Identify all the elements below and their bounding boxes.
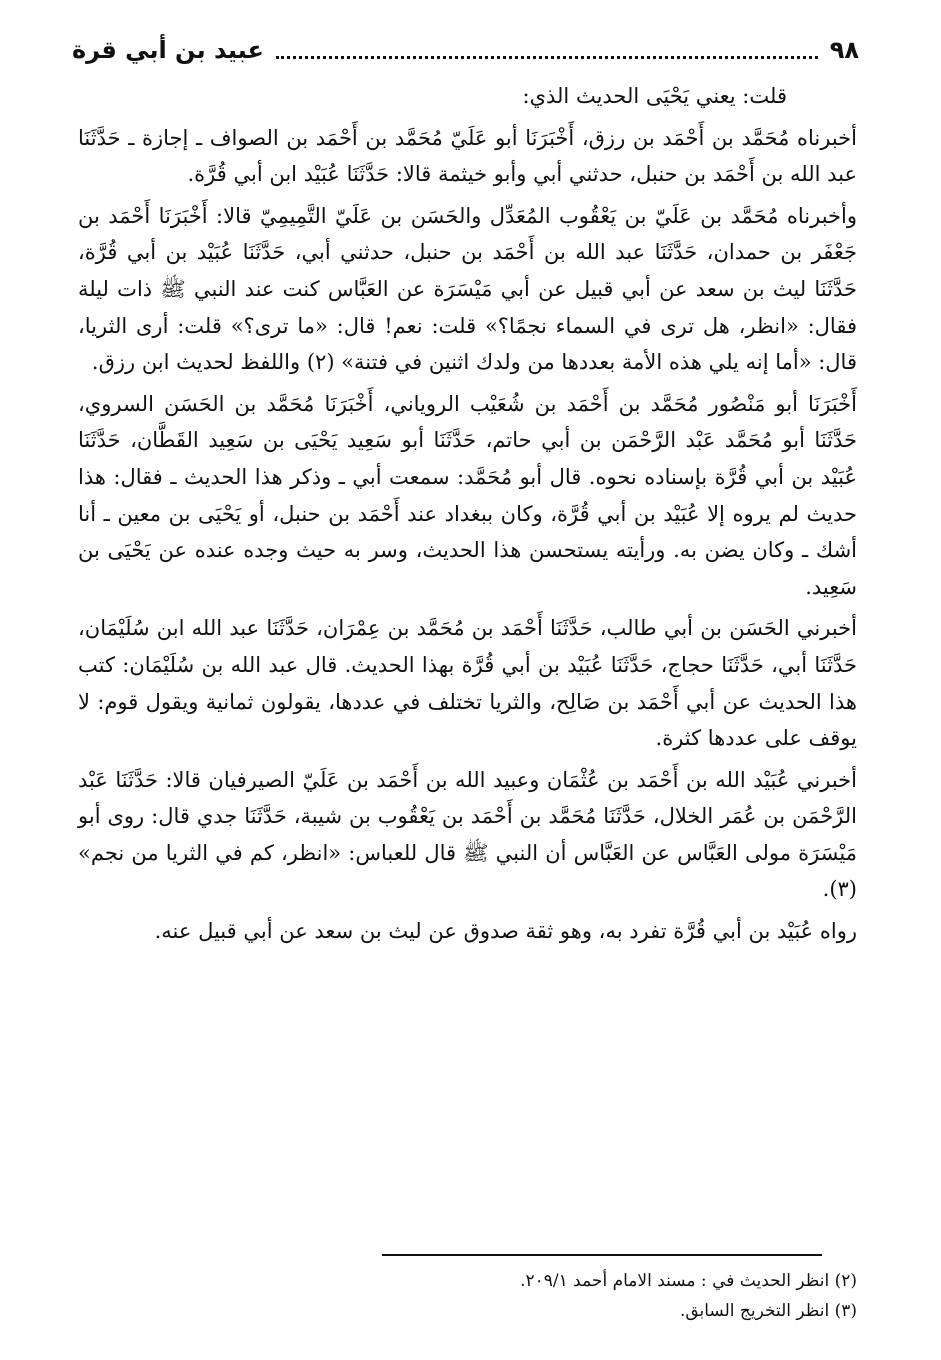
paragraph-6: أخبرني عُبَيْد الله بن أَحْمَد بن عُثْمَان وعبيد الله بن أَحْمَد بن عَلَيّ الصيرفيان قالا: حَدَّثَنَا عَبْد الرَّحْمَن بن عُمَر الخلال، حَدَّثَنَا مُحَمَّد بن أَحْمَد بن يَعْقُوب بن شيبة، حَدَّثَنَا جدي قال: روى أبو مَيْسَرَة مولى العَبَّاس عن العَبَّاس أن النبي ﷺ قال للعباس: «انظر، كم في الثريا من نجم» (٣). [78,767,857,902]
main-text [78,78,857,955]
paragraph-7: رواه عُبَيْد بن أبي قُرَّة تفرد به، وهو ثقة صدوق عن ليث بن سعد عن أبي قبيل عنه. [154,919,857,944]
paragraph-2: أخبرناه مُحَمَّد بن أَحْمَد بن رزق، أَخْبَرَنَا أبو عَلَيّ مُحَمَّد بن أَحْمَد بن الصواف ـ إجازة ـ حَدَّثَنَا عبد الله بن أَحْمَد بن حنبل، حدثني أبي وأبو خيثمة قالا: حَدَّثَنَا عُبَيْد ابن أبي قُرَّة. [78,125,857,187]
page-number: ٩٨ [829,36,859,64]
running-title: عبيد بن أبي قرة [72,36,264,64]
footnote-2: (٢) انظر الحديث في : مسند الامام أحمد ٢٠٩/١. [520,1271,857,1291]
footnotes [397,1266,857,1326]
paragraph-3: وأخبرناه مُحَمَّد بن عَلَيّ بن يَعْقُوب المُعَدِّل والحَسَن بن عَلَيّ التَّمِيمِيّ قالا: أَخْبَرَنَا أَحْمَد بن جَعْفَر بن حمدان، حَدَّثَنَا عبد الله بن أَحْمَد بن حنبل، حدثني أبي، حَدَّثَنَا عُبَيْد بن أبي قُرَّة، حَدَّثَنَا ليث بن سعد عن أبي قبيل عن أبي مَيْسَرَة عن العَبَّاس كنت عند النبي ﷺ ذات ليلة فقال: «انظر، هل ترى في السماء نجمًا؟» قلت: نعم! قال: «ما ترى؟» قلت: أرى الثريا، قال: «أما إنه يلي هذه الأمة بعددها من ولدك اثنين في فتنة» (٢) واللفظ لحديث ابن رزق. [78,203,857,375]
footnote-separator [382,1254,822,1256]
paragraph-1: قلت: يعني يَحْيَى الحديث الذي: [522,84,787,108]
page-header [72,30,859,70]
paragraph-4: أَخْبَرَنَا أبو مَنْصُور مُحَمَّد بن أَحْمَد بن شُعَيْب الروياني، أَخْبَرَنَا مُحَمَّد بن الحَسَن السروي، حَدَّثَنَا أبو مُحَمَّد عَبْد الرَّحْمَن بن أبي حاتم، حَدَّثَنَا أبو سَعِيد يَحْيَى بن سَعِيد القَطَّان، حَدَّثَنَا عُبَيْد بن أبي قُرَّة بإسناده نحوه. قال أبو مُحَمَّد: سمعت أبي ـ وذكر هذا الحديث ـ فقال: هذا حديث لم يروه إلا عُبَيْد بن أبي قُرَّة، وكان ببغداد عند أَحْمَد بن حنبل، أو يَحْيَى بن معين ـ أنا أشك ـ وكان يضن به. ورأيته يستحسن هذا الحديث، وسر به حيث وجده عنده عن يَحْيَى بن سَعِيد. [78,391,858,599]
header-dot-leader [276,42,818,59]
paragraph-5: أخبرني الحَسَن بن أبي طالب، حَدَّثَنَا أَحْمَد بن مُحَمَّد بن عِمْرَان، حَدَّثَنَا عبد الله ابن سُلَيْمَان، حَدَّثَنَا أبي، حَدَّثَنَا حجاج، حَدَّثَنَا عُبَيْد بن أبي قُرَّة بهذا الحديث. قال عبد الله بن سُلَيْمَان: كتب هذا الحديث عن أبي أَحْمَد بن صَالِح، والثريا تختلف في عددها، يقولون ثمانية ويقول قوم: لا يوقف على عددها كثرة. [78,616,857,751]
footnote-3: (٣) انظر التخريج السابق. [679,1301,857,1321]
